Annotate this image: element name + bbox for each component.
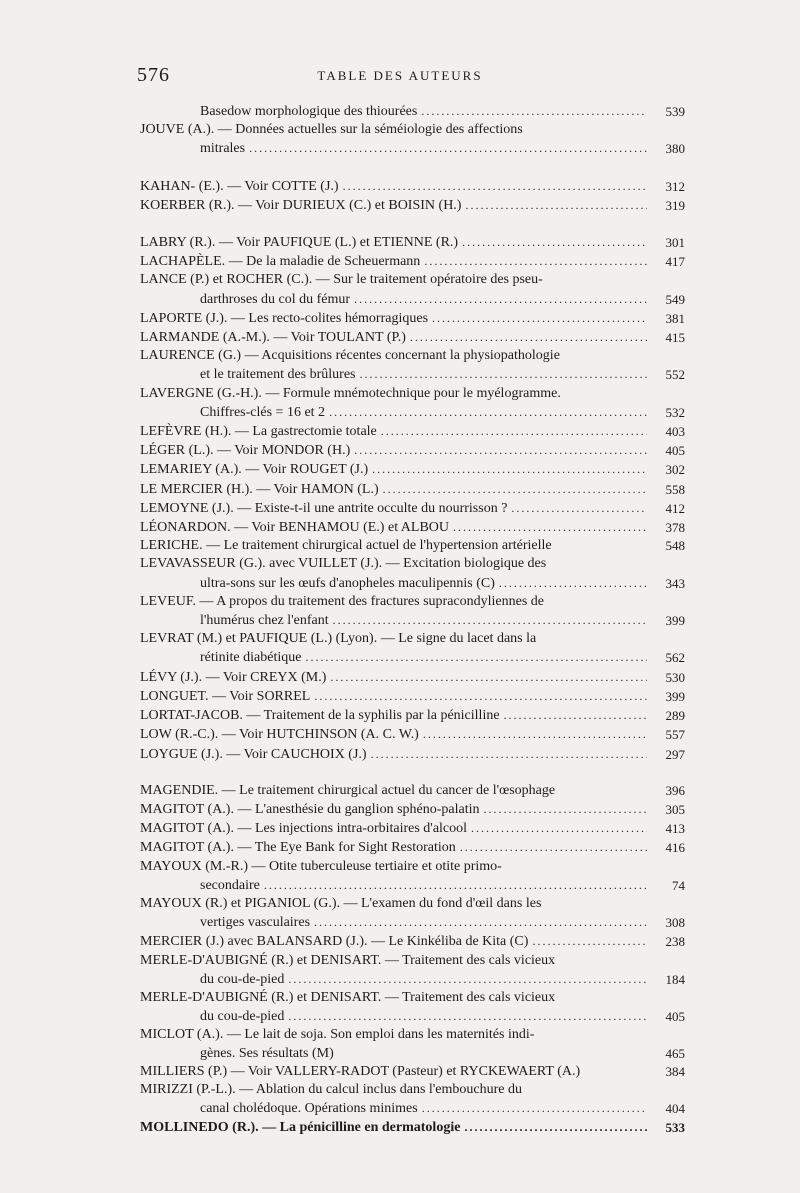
entry-text: MAGITOT (A.). — The Eye Bank for Sight Restoration: [140, 840, 456, 856]
index-entry: [140, 782, 685, 800]
entry-text: MERCIER (J.) avec BALANSARD (J.). — Le Kinkéliba de Kita (C): [140, 934, 529, 950]
entry-line: [140, 403, 647, 422]
index-entry: [140, 895, 685, 932]
entry-line: [140, 913, 647, 932]
entry-line: [140, 876, 647, 895]
entry-text: MERLE-D'AUBIGNÉ (R.) et DENISART. — Traitement des cals vicieux: [140, 989, 556, 1005]
index-entry: [140, 480, 685, 499]
index-entry: [140, 706, 685, 725]
entry-text: gènes. Ses résultats (M): [200, 1045, 334, 1061]
entry-line: [140, 706, 647, 725]
entry-line: [140, 196, 647, 215]
index-entry: [140, 499, 685, 518]
page-reference: 238: [665, 934, 685, 950]
entry-line: [140, 611, 647, 630]
entry-line: [140, 233, 647, 252]
entry-line: [140, 782, 647, 800]
entry-text: LEVAVASSEUR (G.). avec VUILLET (J.). — Excitation biologique des: [140, 556, 547, 572]
author-index: [140, 102, 685, 1138]
entry-text: MICLOT (A.). — Le lait de soja. Son emploi dans les maternités indi-: [140, 1027, 535, 1043]
index-entry: [140, 800, 685, 819]
dot-leader: [465, 196, 647, 214]
page-reference: 416: [665, 840, 685, 856]
entry-line: [140, 480, 647, 499]
page-reference: 552: [665, 367, 685, 383]
dot-leader: [330, 668, 647, 686]
entry-text: LEVEUF. — A propos du traitement des fractures supracondyliennes de: [140, 593, 545, 609]
entry-text: secondaire: [200, 877, 260, 893]
page-reference: 74: [672, 877, 685, 893]
entry-text: LEVRAT (M.) et PAUFIQUE (L.) (Lyon). — Le signe du lacet dans la: [140, 631, 537, 647]
dot-leader: [288, 970, 647, 988]
dot-leader: [249, 139, 647, 157]
page-reference: 302: [665, 462, 685, 478]
entry-text: MILLIERS (P.) — Voir VALLERY-RADOT (Pasteur) et RYCKEWAERT (A.): [140, 1063, 581, 1079]
entry-line: [140, 800, 647, 819]
index-entry: [140, 725, 685, 744]
entry-line: [140, 422, 647, 441]
entry-line: [140, 499, 647, 518]
page-reference: 405: [665, 443, 685, 459]
dot-leader: [424, 252, 647, 270]
entry-line: [140, 1007, 647, 1026]
page-reference: 184: [665, 971, 685, 987]
page-reference: 319: [665, 197, 685, 213]
entry-text: Basedow morphologique des thiourées: [200, 104, 418, 119]
entry-line: [140, 838, 647, 857]
entry-text: vertiges vasculaires: [200, 915, 311, 931]
page-reference: 381: [665, 310, 685, 326]
dot-leader: [264, 876, 647, 894]
index-entry: [140, 347, 685, 384]
index-entry: [140, 271, 685, 308]
entry-line: [140, 441, 647, 460]
dot-leader: [288, 1007, 647, 1025]
entry-line: [140, 648, 647, 667]
index-entry: [140, 838, 685, 857]
page-reference: 396: [665, 782, 685, 798]
entry-text: LERICHE. — Le traitement chirurgical actuel de l'hypertension artérielle: [140, 538, 552, 554]
entry-text: du cou-de-pied: [200, 971, 285, 987]
index-entry: [140, 1026, 685, 1062]
entry-line: [140, 932, 647, 951]
entry-text: LAPORTE (J.). — Les recto-colites hémorragiques: [140, 310, 429, 326]
entry-text: JOUVE (A.). — Données actuelles sur la séméiologie des affections: [140, 122, 523, 138]
entry-text: LOW (R.-C.). — Voir HUTCHINSON (A. C. W.): [140, 727, 419, 743]
entry-text: LÉONARDON. — Voir BENHAMOU (E.) et ALBOU: [140, 520, 450, 536]
entry-text: MAGENDIE. — Le traitement chirurgical actuel du cancer de l'œsophage: [140, 782, 556, 798]
dot-leader: [371, 745, 647, 763]
index-entry: [140, 593, 685, 630]
index-entry: [140, 121, 685, 158]
dot-leader: [423, 725, 647, 743]
dot-leader: [421, 102, 647, 120]
page-reference: 301: [665, 235, 685, 251]
index-entry: [140, 989, 685, 1026]
entry-text: MAGITOT (A.). — Les injections intra-orbitaires d'alcool: [140, 821, 468, 837]
entry-text: LARMANDE (A.-M.). — Voir TOULANT (P.): [140, 330, 406, 346]
index-entry: [140, 1063, 685, 1081]
entry-text: ultra-sons sur les œufs d'anopheles maculipennis (C): [200, 575, 495, 591]
index-entry: [140, 745, 685, 764]
entry-line: [140, 518, 647, 537]
dot-leader: [354, 441, 647, 459]
entry-line: [140, 1045, 647, 1063]
page-reference: 399: [665, 613, 685, 629]
index-entry: [140, 1118, 685, 1137]
dot-leader: [305, 648, 647, 666]
dot-leader: [422, 1099, 647, 1117]
entry-text: LAURENCE (G.) — Acquisitions récentes concernant la physiopathologie: [140, 348, 560, 364]
page-reference: 297: [665, 746, 685, 762]
index-entry: [140, 328, 685, 347]
dot-leader: [511, 499, 647, 517]
entry-line: [140, 1118, 647, 1137]
index-entry: [140, 309, 685, 328]
entry-text: LONGUET. — Voir SORREL: [140, 688, 311, 704]
running-title: TABLE DES AUTEURS: [317, 68, 483, 83]
dot-leader: [360, 365, 648, 383]
entry-text: l'humérus chez l'enfant: [200, 613, 329, 629]
dot-leader: [460, 838, 647, 856]
page-reference: 343: [665, 575, 685, 591]
entry-line: [140, 102, 647, 121]
entry-line: [140, 139, 647, 158]
entry-line: [140, 177, 647, 196]
index-entry: [140, 102, 685, 121]
dot-leader: [453, 518, 647, 536]
entry-line: [140, 328, 647, 347]
page-reference: 548: [665, 538, 685, 554]
entry-line: [140, 668, 647, 687]
index-entry: [140, 858, 685, 895]
entry-text: LANCE (P.) et ROCHER (C.). — Sur le traitement opératoire des pseu-: [140, 272, 543, 288]
page-reference: 399: [665, 688, 685, 704]
index-entry: [140, 819, 685, 838]
dot-leader: [499, 574, 647, 592]
entry-line: [140, 537, 647, 555]
entry-text: LÉVY (J.). — Voir CREYX (M.): [140, 669, 327, 685]
index-entry: [140, 233, 685, 252]
entry-line: [140, 745, 647, 764]
entry-line: [140, 725, 647, 744]
entry-text: LORTAT-JACOB. — Traitement de la syphilis par la pénicilline: [140, 708, 500, 724]
page-reference: 465: [665, 1045, 685, 1061]
group-separator: [140, 159, 685, 177]
page-reference: 404: [665, 1101, 685, 1117]
entry-text: MAYOUX (M.-R.) — Otite tuberculeuse tertiaire et otite primo-: [140, 858, 502, 874]
entry-text: LEMARIEY (A.). — Voir ROUGET (J.): [140, 462, 369, 478]
entry-text: LABRY (R.). — Voir PAUFIQUE (L.) et ETIENNE (R.): [140, 235, 459, 251]
entry-text: LEMOYNE (J.). — Existe-t-il une antrite occulte du nourrisson ?: [140, 500, 508, 516]
index-entry: [140, 952, 685, 989]
entry-line: [140, 252, 647, 271]
entry-text: Chiffres-clés = 16 et 2: [200, 404, 326, 420]
entry-text: darthroses du col du fémur: [200, 291, 351, 307]
group-separator: [140, 764, 685, 782]
page-reference: 384: [665, 1063, 685, 1079]
page-reference: 289: [665, 708, 685, 724]
dot-leader: [410, 328, 647, 346]
dot-leader: [383, 480, 647, 498]
dot-leader: [484, 800, 648, 818]
index-entry: [140, 177, 685, 196]
entry-line: [140, 1099, 647, 1118]
entry-line: [140, 1063, 647, 1081]
page-reference: 557: [665, 727, 685, 743]
dot-leader: [329, 403, 647, 421]
page-reference: 558: [665, 481, 685, 497]
entry-text: KAHAN- (E.). — Voir COTTE (J.): [140, 178, 339, 194]
index-entry: [140, 630, 685, 667]
entry-text: LOYGUE (J.). — Voir CAUCHOIX (J.): [140, 746, 367, 762]
page-reference: 532: [665, 404, 685, 420]
index-entry: [140, 460, 685, 479]
index-entry: [140, 385, 685, 422]
dot-leader: [532, 932, 647, 950]
index-entry: [140, 518, 685, 537]
page-reference: 378: [665, 520, 685, 536]
dot-leader: [343, 177, 647, 195]
dot-leader: [381, 422, 647, 440]
dot-leader: [432, 309, 647, 327]
index-entry: [140, 668, 685, 687]
page-reference: 530: [665, 669, 685, 685]
page-reference: 539: [665, 104, 685, 119]
entry-line: [140, 290, 647, 309]
dot-leader: [354, 290, 647, 308]
group-separator: [140, 215, 685, 233]
index-entry: [140, 932, 685, 951]
entry-text: MERLE-D'AUBIGNÉ (R.) et DENISART. — Traitement des cals vicieux: [140, 952, 556, 968]
entry-text: rétinite diabétique: [200, 650, 302, 666]
dot-leader: [333, 611, 647, 629]
page-reference: 533: [665, 1120, 685, 1136]
index-entry: [140, 687, 685, 706]
index-entry: [140, 196, 685, 215]
entry-line: [140, 687, 647, 706]
entry-line: [140, 460, 647, 479]
entry-text: KOERBER (R.). — Voir DURIEUX (C.) et BOISIN (H.): [140, 197, 462, 213]
entry-text: LE MERCIER (H.). — Voir HAMON (L.): [140, 481, 379, 497]
entry-text: MOLLINEDO (R.). — La pénicilline en dermatologie: [140, 1120, 461, 1136]
index-entry: [140, 252, 685, 271]
index-entry: [140, 441, 685, 460]
dot-leader: [471, 819, 647, 837]
index-entry: [140, 537, 685, 555]
entry-line: [140, 574, 647, 593]
page-reference: 415: [665, 330, 685, 346]
entry-text: et le traitement des brûlures: [200, 367, 356, 383]
index-entry: [140, 555, 685, 592]
index-entry: [140, 422, 685, 441]
dot-leader: [314, 687, 647, 705]
entry-line: [140, 819, 647, 838]
entry-text: LAVERGNE (G.-H.). — Formule mnémotechnique pour le myélogramme.: [140, 385, 561, 401]
page-reference: 405: [665, 1009, 685, 1025]
page-reference: 305: [665, 801, 685, 817]
page-reference: 403: [665, 424, 685, 440]
entry-text: MIRIZZI (P.-L.). — Ablation du calcul inclus dans l'embouchure du: [140, 1081, 522, 1097]
entry-text: MAGITOT (A.). — L'anesthésie du ganglion sphéno-palatin: [140, 801, 480, 817]
dot-leader: [464, 1118, 647, 1136]
page-reference: 308: [665, 915, 685, 931]
page-reference: 413: [665, 821, 685, 837]
index-entry: [140, 1081, 685, 1118]
entry-text: mitrales: [200, 141, 246, 157]
entry-text: du cou-de-pied: [200, 1009, 285, 1025]
entry-line: [140, 365, 647, 384]
entry-line: [140, 970, 647, 989]
dot-leader: [314, 913, 647, 931]
entry-text: LACHAPÈLE. — De la maladie de Scheuermann: [140, 254, 421, 270]
entry-text: canal cholédoque. Opérations minimes: [200, 1101, 418, 1117]
dot-leader: [504, 706, 647, 724]
entry-line: [140, 309, 647, 328]
page-number: 576: [137, 64, 170, 86]
page-reference: 312: [665, 178, 685, 194]
entry-text: LEFÈVRE (H.). — La gastrectomie totale: [140, 424, 377, 440]
page-reference: 417: [665, 254, 685, 270]
entry-text: MAYOUX (R.) et PIGANIOL (G.). — L'examen du fond d'œil dans les: [140, 895, 542, 911]
page-reference: 412: [665, 500, 685, 516]
dot-leader: [462, 233, 647, 251]
entry-text: LÉGER (L.). — Voir MONDOR (H.): [140, 443, 351, 459]
page-reference: 562: [665, 650, 685, 666]
page-reference: 380: [665, 141, 685, 157]
dot-leader: [372, 460, 647, 478]
page-reference: 549: [665, 291, 685, 307]
